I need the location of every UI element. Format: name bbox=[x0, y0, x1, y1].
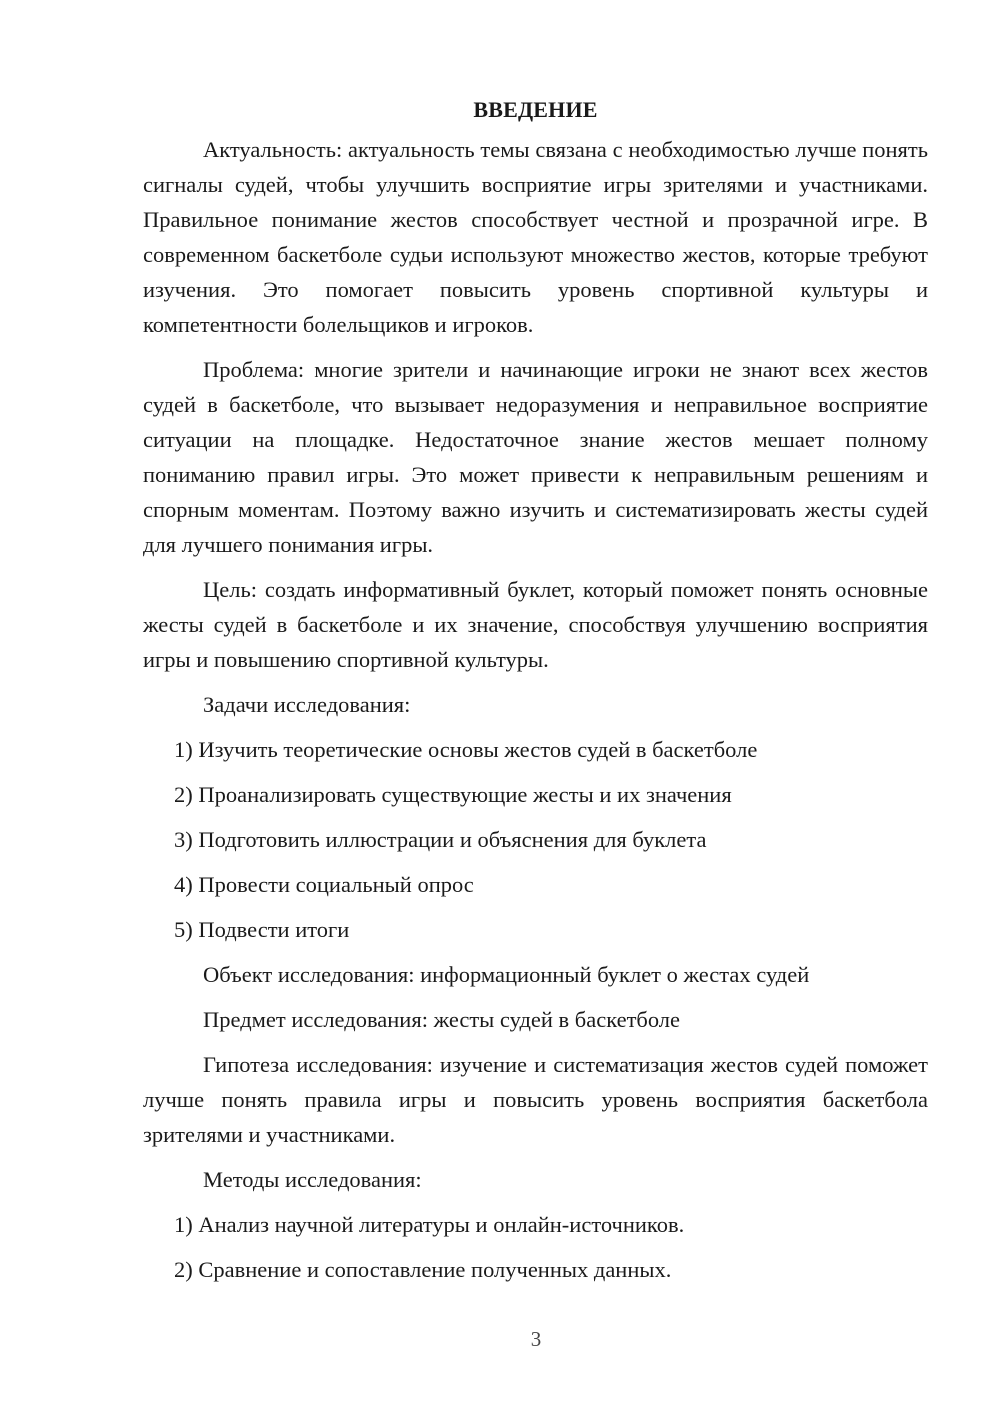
list-item: 5) Подвести итоги bbox=[174, 917, 350, 942]
list-item: 2) Проанализировать существующие жесты и их значения bbox=[174, 782, 732, 807]
subject-line: Предмет исследования: жесты судей в баскетболе bbox=[203, 1007, 681, 1032]
tasks-heading: Задачи исследования: bbox=[203, 692, 411, 717]
page-number: 3 bbox=[530, 1327, 542, 1351]
list-item: 2) Сравнение и сопоставление полученных данных. bbox=[174, 1257, 672, 1282]
problem-paragraph: Проблема: многие зрители и начинающие игроки не знают всех жестов судей в баскетболе, что вызывает недоразумения и неправильное восприятие ситуации на площадке. Недостаточное знание жестов мешает полному пониманию правил игры. Это может привести к неправильным решениям и спорным моментам. Поэтому важно изучить и систематизировать жесты судей для лучшего понимания игры. bbox=[143, 357, 928, 557]
methods-heading: Методы исследования: bbox=[203, 1167, 422, 1192]
list-item: 1) Изучить теоретические основы жестов судей в баскетболе bbox=[174, 737, 758, 762]
goal-paragraph: Цель: создать информативный буклет, который поможет понять основные жесты судей в баскетболе и их значение, способствуя улучшению восприятия игры и повышению спортивной культуры. bbox=[143, 577, 928, 672]
list-item: 3) Подготовить иллюстрации и объяснения для буклета bbox=[174, 827, 707, 852]
document-page bbox=[143, 92, 928, 1297]
object-line: Объект исследования: информационный буклет о жестах судей bbox=[203, 962, 810, 987]
hypothesis-paragraph: Гипотеза исследования: изучение и систематизация жестов судей поможет лучше понять правила игры и повысить уровень восприятия баскетбола зрителями и участниками. bbox=[143, 1052, 928, 1147]
methods-list bbox=[143, 1207, 928, 1287]
relevance-paragraph: Актуальность: актуальность темы связана с необходимостью лучше понять сигналы судей, чтобы улучшить восприятие игры зрителями и участниками. Правильное понимание жестов способствует честной и прозрачной игре. В современном баскетболе судьи используют множество жестов, которые требуют изучения. Это помогает повысить уровень спортивной культуры и компетентности болельщиков и игроков. bbox=[143, 137, 928, 337]
list-item: 1) Анализ научной литературы и онлайн-источников. bbox=[174, 1212, 685, 1237]
section-title: ВВЕДЕНИЕ bbox=[473, 97, 598, 122]
list-item: 4) Провести социальный опрос bbox=[174, 872, 474, 897]
tasks-list bbox=[143, 732, 928, 947]
